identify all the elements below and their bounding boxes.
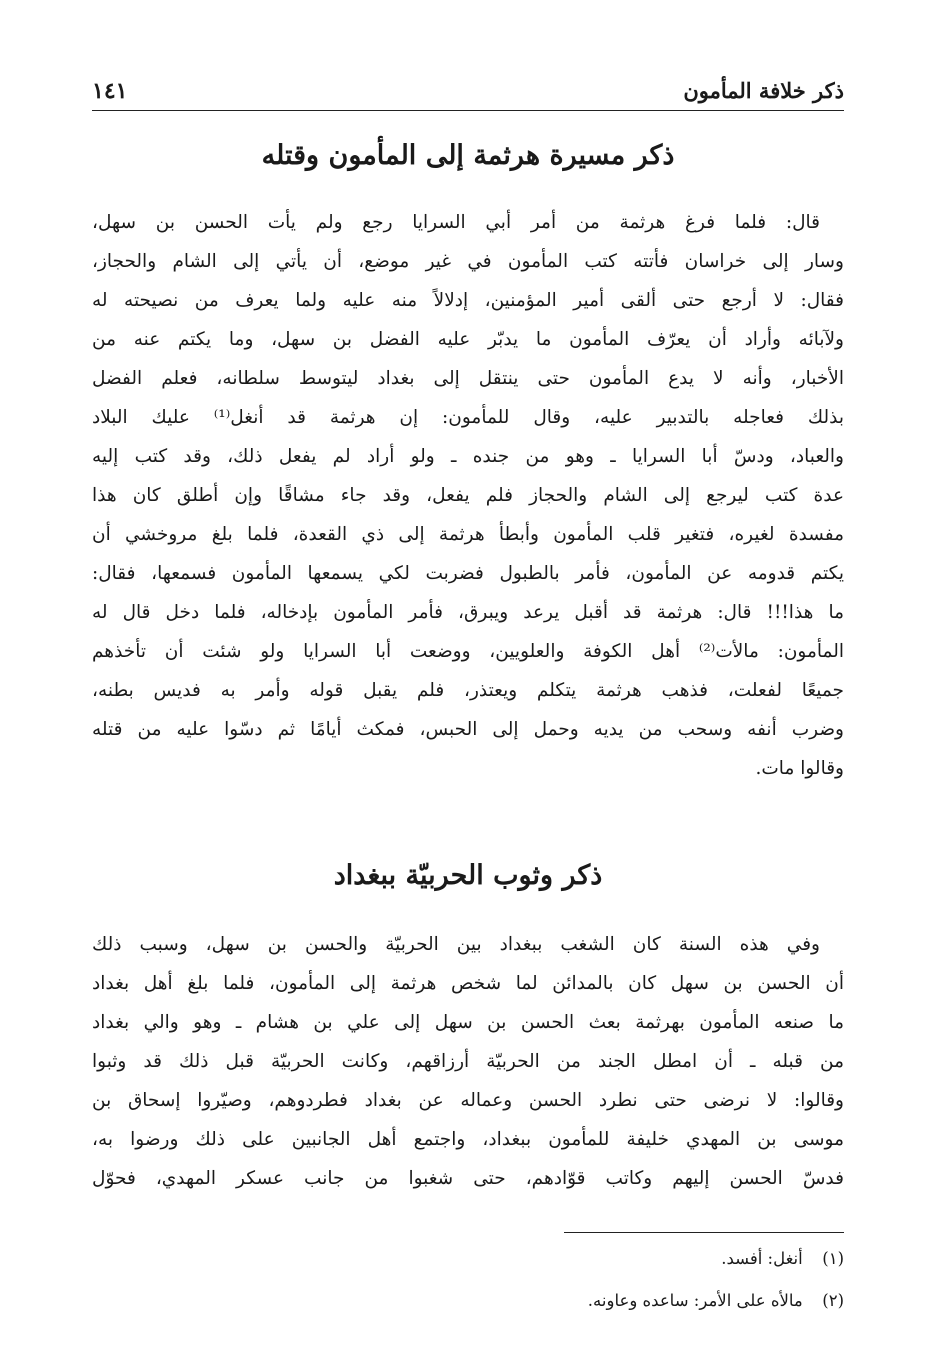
text-line: ما هذا!!! قال: هرثمة قد أقبل يرعد ويبرق، فأمر المأمون بإدخاله، فلما دخل قال له (92, 602, 844, 623)
footnote-text: مالأه على الأمر: ساعده وعاونه. (587, 1291, 803, 1310)
page-number: ١٤١ (92, 78, 128, 104)
text-line: جميعًا لفعلت، فذهب هرثمة يتكلم ويعتذر، فلم يقبل قوله وأمر به فديس بطنه، (92, 680, 844, 701)
text-line: فقال: لا أرجع حتى ألقى أمير المؤمنين، إدلالاً منه عليه ولما يعرف من نصيحته له (92, 290, 844, 311)
text-line: يكتم قدومه عن المأمون، فأمر بالطبول فضربت لكي يسمعها المأمون فسمعها، فقال: (92, 563, 844, 584)
section-body-harthama (92, 203, 844, 788)
running-title: ذكر خلافة المأمون (683, 78, 844, 103)
text-line: وقالوا: لا نرضى حتى نطرد الحسن وعماله عن بغداد فطردوهم، وصيّروا إسحاق بن (92, 1090, 844, 1111)
footnote-2 (92, 1280, 844, 1322)
footnotes (92, 1238, 844, 1322)
footnote-marker: (١) (822, 1249, 844, 1268)
text-line: وسار إلى خراسان فأتته كتب المأمون في غير موضع، أن يأتي إلى الشام والحجاز، (92, 251, 844, 272)
text-line: أن الحسن بن سهل كان بالمدائن لما شخص هرثمة إلى المأمون، فلما بلغ أهل بغداد (92, 973, 844, 994)
text-line: وضرب أنفه وسحب من يديه وحمل إلى الحبس، فمكث أيامًا ثم دسّوا عليه من قتله (92, 719, 844, 740)
text-line: بذلك فعاجله بالتدبير عليه، وقال للمأمون: إن هرثمة قد أنغل⁽¹⁾ عليك البلاد (92, 407, 844, 428)
header-rule (92, 110, 844, 111)
text-line: فدسّ الحسن إليهم وكاتب قوّادهم، حتى شغبوا من جانب عسكر المهدي، فحوّل (92, 1168, 844, 1189)
text-line: مفسدة لغيره، فتغير قلب المأمون وأبطأ هرثمة إلى ذي القعدة، فلما بلغ مروخشي أن (92, 524, 844, 545)
text-line: ولآبائه وأراد أن يعرّف المأمون ما يدبّر عليه الفضل بن سهل، وما يكتم عنه من (92, 329, 844, 350)
text-line: ما صنعه المأمون بهرثمة بعث الحسن بن سهل إلى علي بن هشام ـ وهو والي بغداد (92, 1012, 844, 1033)
text-line: والعباد، ودسّ أبا السرايا ـ وهو من جنده ـ ولو أراد لم يفعل ذلك، وقد كتب إليه (92, 446, 844, 467)
running-header (92, 78, 844, 108)
text-line: قال: فلما فرغ هرثمة من أمر أبي السرايا رجع ولم يأت الحسن بن سهل، (92, 212, 820, 233)
text-line: من قبله ـ أن امطل الجند من الحربيّة أرزاقهم، وكانت الحربيّة قبل ذلك قد وثبوا (92, 1051, 844, 1072)
footnote-text: أنغل: أفسد. (721, 1249, 803, 1268)
footnote-1 (92, 1238, 844, 1280)
text-line: المأمون: مالأت⁽²⁾ أهل الكوفة والعلويين، ووضعت أبا السرايا ولو شئت أن تأخذهم (92, 641, 844, 662)
footnote-marker: (٢) (822, 1291, 844, 1310)
text-line: عدة كتب ليرجع إلى الشام والحجاز فلم يفعل، وقد جاء مشاقًا وإن أطلق كان هذا (92, 485, 844, 506)
text-line: موسى بن المهدي خليفة للمأمون ببغداد، واجتمع أهل الجانبين على ذلك ورضوا به، (92, 1129, 844, 1150)
text-line: الأخبار، وأنه لا يدع المأمون حتى ينتقل إلى بغداد ليتوسط سلطانه، فعلم الفضل (92, 368, 844, 389)
text-line: وقالوا مات. (755, 758, 844, 779)
section-heading-harthama: ذكر مسيرة هرثمة إلى المأمون وقتله (261, 140, 675, 171)
section-body-harbiyya (92, 925, 844, 1198)
section-heading-harbiyya: ذكر وثوب الحربيّة ببغداد (333, 860, 603, 891)
text-line: وفي هذه السنة كان الشغب ببغداد بين الحربيّة والحسن بن سهل، وسبب ذلك (92, 934, 820, 955)
footnote-rule (564, 1232, 844, 1233)
